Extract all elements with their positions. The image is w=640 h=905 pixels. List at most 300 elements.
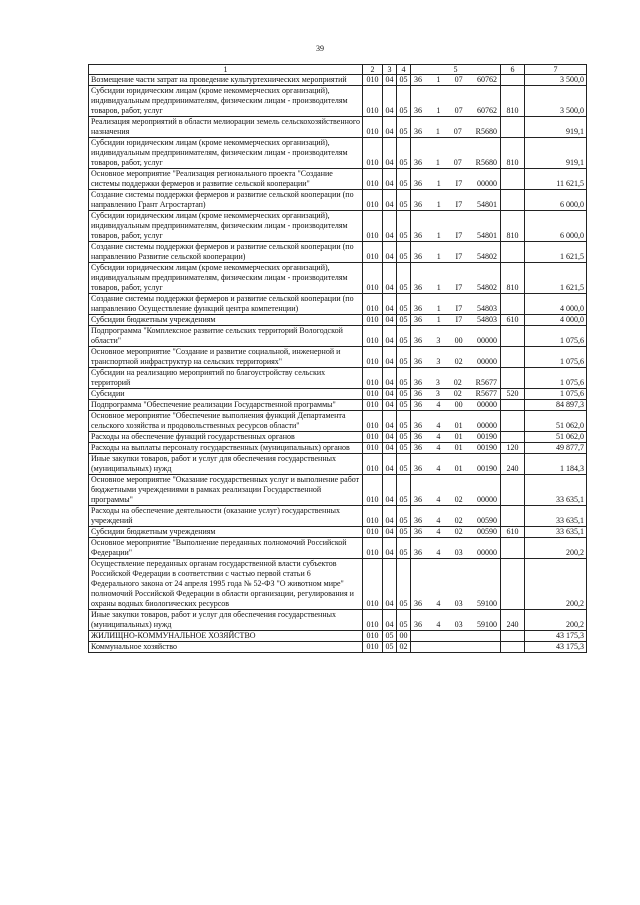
row-target-code-cell [411,527,501,538]
row-code-4-cell: 02 [397,642,411,653]
table-row [89,315,587,326]
row-name-cell: Основное мероприятие "Оказание государственных услуг и выполнение работ бюджетными учреждениями в рамках реализации Государственной программы" [89,475,363,506]
row-target-code-cell [411,294,501,315]
row-code-3-cell: 04 [383,138,397,169]
target-code-part: 4 [436,443,441,452]
row-name-cell: Основное мероприятие "Реализация регионального проекта "Создание системы поддержки фермеров и развитие сельской кооперации" [89,169,363,190]
row-name-cell: Основное мероприятие "Обеспечение выполнения функций Департамента сельского хозяйства и продовольственных ресурсов области" [89,411,363,432]
table-row [89,559,587,610]
target-code-part: 1 [436,252,441,261]
row-name-cell: Иные закупки товаров, работ и услуг для обеспечения государственных (муниципальных) нужд [89,454,363,475]
target-code-part: 54803 [476,304,497,313]
row-amount-cell: 1 621,5 [525,263,587,294]
row-code-3-cell: 04 [383,75,397,86]
row-amount-cell: 1 075,6 [525,326,587,347]
row-code-3-cell: 04 [383,610,397,631]
row-name-cell: Расходы на выплаты персоналу государственных (муниципальных) органов [89,443,363,454]
row-amount-cell: 1 184,3 [525,454,587,475]
table-row [89,610,587,631]
row-code-2-cell: 010 [363,454,383,475]
target-code-part: 36 [414,389,422,398]
row-code-3-cell: 04 [383,368,397,389]
table-row [89,75,587,86]
target-code-part: 4 [436,548,441,557]
table-row [89,138,587,169]
row-target-code-cell [411,432,501,443]
row-code-6-cell [501,538,525,559]
target-code-part: 07 [454,106,463,115]
table-row [89,527,587,538]
row-code-4-cell: 05 [397,389,411,400]
row-target-code-cell [411,443,501,454]
row-amount-cell: 6 000,0 [525,190,587,211]
row-amount-cell: 4 000,0 [525,294,587,315]
target-code-part: 07 [453,158,462,167]
row-target-code-cell [411,400,501,411]
table-row [89,326,587,347]
row-amount-cell: 84 897,3 [525,400,587,411]
target-code-part: 00 [454,336,463,345]
row-code-2-cell: 010 [363,368,383,389]
target-code-part: 00590 [476,516,497,525]
row-code-2-cell: 010 [363,294,383,315]
target-code-part: 36 [414,443,422,452]
target-code-part: 3 [436,357,441,366]
row-target-code-cell [411,506,501,527]
row-code-3-cell: 04 [383,86,397,117]
target-code-part: 03 [454,599,463,608]
row-amount-cell: 1 075,6 [525,347,587,368]
row-code-2-cell: 010 [363,211,383,242]
target-code-part: 00000 [476,357,497,366]
table-row [89,400,587,411]
row-code-6-cell: 810 [501,138,525,169]
table-row [89,263,587,294]
target-code-part: 1 [436,179,441,188]
row-name-cell: Расходы на обеспечение функций государственных органов [89,432,363,443]
row-target-code-cell [411,475,501,506]
row-code-3-cell: 04 [383,475,397,506]
target-code-part: 4 [436,495,441,504]
row-code-6-cell [501,631,525,642]
row-amount-cell: 3 500,0 [525,86,587,117]
row-code-4-cell: 05 [397,400,411,411]
row-target-code-cell [411,538,501,559]
row-code-4-cell: 05 [397,263,411,294]
table-row [89,117,587,138]
row-name-cell: Основное мероприятие "Выполнение переданных полномочий Российской Федерации" [89,538,363,559]
row-target-code-cell [411,263,501,294]
row-code-6-cell [501,190,525,211]
target-code-part: 54801 [476,231,497,240]
row-code-3-cell: 04 [383,190,397,211]
row-code-4-cell: 05 [397,411,411,432]
target-code-part: 36 [414,252,422,261]
row-code-4-cell: 05 [397,368,411,389]
row-amount-cell: 4 000,0 [525,315,587,326]
column-header: 3 [383,65,397,75]
table-row [89,642,587,653]
target-code-part: 01 [454,432,463,441]
target-code-part: 01 [454,421,463,430]
target-code-part: 1 [436,200,441,209]
row-code-3-cell: 04 [383,389,397,400]
row-name-cell: Субсидии бюджетным учреждениям [89,527,363,538]
target-code-part: 60762 [476,75,497,84]
row-name-cell: Субсидии [89,389,363,400]
row-name-cell: Субсидии юридическим лицам (кроме некоммерческих организаций), индивидуальным предпринимателям, физическим лицам - производителям товаров, работ, услуг [89,138,363,169]
row-code-2-cell: 010 [363,559,383,610]
target-code-part: I7 [455,231,463,240]
target-code-part: I7 [455,200,463,209]
row-code-4-cell: 05 [397,138,411,169]
target-code-part: 36 [414,179,422,188]
row-code-4-cell: 05 [397,117,411,138]
target-code-part: 54802 [476,252,497,261]
target-code-part: 36 [414,158,422,167]
page-number: 39 [316,44,324,53]
row-code-3-cell: 05 [383,631,397,642]
target-code-part: 36 [414,75,422,84]
target-code-part: 4 [436,432,441,441]
target-code-part: 36 [414,527,422,536]
target-code-part: 4 [436,620,441,629]
target-code-part: I7 [455,304,463,313]
target-code-part: 00590 [476,527,497,536]
column-header: 6 [501,65,525,75]
row-name-cell: Осуществление переданных органам государственной власти субъектов Российской Федерации в соответствии с частью первой статьи 6 Федерального закона от 24 апреля 1995 года № 52-ФЗ "О животном мире" полномочий Российской Федерации в области организации, регулирования и охраны водных биологических ресурсов [89,559,363,610]
column-header: 4 [397,65,411,75]
row-amount-cell: 6 000,0 [525,211,587,242]
row-code-4-cell: 05 [397,315,411,326]
target-code-part: 02 [454,516,463,525]
row-name-cell: Иные закупки товаров, работ и услуг для обеспечения государственных (муниципальных) нужд [89,610,363,631]
target-code-part: 54802 [476,283,497,292]
row-code-3-cell: 04 [383,294,397,315]
row-code-2-cell: 010 [363,315,383,326]
target-code-part: 36 [414,231,422,240]
row-code-6-cell: 120 [501,443,525,454]
target-code-part: 02 [453,389,462,398]
row-target-code-cell [411,138,501,169]
target-code-part: 00000 [476,421,497,430]
row-target-code-cell [411,368,501,389]
target-code-part: 36 [414,432,422,441]
row-code-6-cell [501,368,525,389]
row-name-cell: Коммунальное хозяйство [89,642,363,653]
target-code-part: I7 [455,252,463,261]
target-code-part: 4 [436,599,441,608]
row-target-code-cell [411,559,501,610]
row-name-cell: Подпрограмма "Комплексное развитие сельских территорий Вологодской области" [89,326,363,347]
row-code-2-cell: 010 [363,610,383,631]
target-code-part: 02 [453,378,462,387]
row-code-6-cell [501,117,525,138]
row-name-cell: Реализация мероприятий в области мелиорации земель сельскохозяйственного назначения [89,117,363,138]
table-row [89,538,587,559]
row-target-code-cell [411,631,501,642]
row-code-6-cell [501,475,525,506]
target-code-part: 00000 [476,495,497,504]
target-code-part: 59100 [476,599,497,608]
row-code-4-cell: 05 [397,347,411,368]
target-code-part: 36 [414,106,422,115]
row-code-3-cell: 04 [383,443,397,454]
row-code-3-cell: 04 [383,169,397,190]
row-name-cell: Субсидии юридическим лицам (кроме некоммерческих организаций), индивидуальным предпринимателям, физическим лицам - производителям товаров, работ, услуг [89,86,363,117]
target-code-part: 1 [435,158,440,167]
target-code-part: 36 [414,548,422,557]
row-name-cell: Расходы на обеспечение деятельности (оказание услуг) государственных учреждений [89,506,363,527]
row-code-4-cell: 05 [397,169,411,190]
column-header: 1 [89,65,363,75]
target-code-part: 1 [436,315,441,324]
table-body [89,75,587,653]
target-code-part: 01 [454,443,463,452]
row-code-6-cell: 240 [501,610,525,631]
target-code-part: R5677 [475,389,497,398]
row-code-4-cell: 05 [397,443,411,454]
row-amount-cell: 33 635,1 [525,506,587,527]
target-code-part: 36 [414,336,422,345]
target-code-part: 00 [454,400,463,409]
target-code-part: 00000 [476,179,497,188]
target-code-part: 36 [414,127,422,136]
row-code-4-cell: 05 [397,454,411,475]
target-code-part: 03 [454,548,463,557]
row-code-3-cell: 04 [383,411,397,432]
row-code-4-cell: 05 [397,475,411,506]
row-name-cell: Подпрограмма "Обеспечение реализации Государственной программы" [89,400,363,411]
target-code-part: 02 [454,357,463,366]
row-code-2-cell: 010 [363,389,383,400]
row-code-2-cell: 010 [363,75,383,86]
row-code-3-cell: 04 [383,326,397,347]
row-code-2-cell: 010 [363,326,383,347]
target-code-part: 07 [454,75,463,84]
table-row [89,211,587,242]
target-code-part: 02 [454,527,463,536]
table-row [89,631,587,642]
row-amount-cell: 51 062,0 [525,432,587,443]
column-header: 5 [411,65,501,75]
row-target-code-cell [411,190,501,211]
table-row [89,86,587,117]
row-amount-cell: 33 635,1 [525,475,587,506]
target-code-part: 1 [436,106,441,115]
row-amount-cell: 1 075,6 [525,389,587,400]
row-name-cell: Субсидии на реализацию мероприятий по благоустройству сельских территорий [89,368,363,389]
row-code-2-cell: 010 [363,475,383,506]
row-code-6-cell: 610 [501,527,525,538]
row-code-6-cell: 610 [501,315,525,326]
row-code-4-cell: 00 [397,631,411,642]
target-code-part: R5677 [475,378,497,387]
row-amount-cell: 51 062,0 [525,411,587,432]
row-name-cell: Субсидии юридическим лицам (кроме некоммерческих организаций), индивидуальным предпринимателям, физическим лицам - производителям товаров, работ, услуг [89,211,363,242]
row-code-2-cell: 010 [363,432,383,443]
table-row [89,506,587,527]
row-code-6-cell [501,347,525,368]
column-header: 7 [525,65,587,75]
table-header-row [89,65,587,75]
table-row [89,454,587,475]
row-target-code-cell [411,242,501,263]
row-code-6-cell: 240 [501,454,525,475]
row-code-6-cell [501,411,525,432]
row-amount-cell: 919,1 [525,138,587,169]
row-code-6-cell [501,432,525,443]
row-target-code-cell [411,86,501,117]
target-code-part: 36 [414,283,422,292]
row-code-6-cell [501,642,525,653]
row-code-2-cell: 010 [363,347,383,368]
target-code-part: 36 [414,400,422,409]
row-code-2-cell: 010 [363,400,383,411]
row-code-4-cell: 05 [397,610,411,631]
row-code-4-cell: 05 [397,326,411,347]
table-row [89,368,587,389]
row-code-4-cell: 05 [397,559,411,610]
row-name-cell: Создание системы поддержки фермеров и развитие сельской кооперации (по направлению Грант Агростартап) [89,190,363,211]
budget-table [88,64,587,653]
row-code-3-cell: 04 [383,432,397,443]
target-code-part: I7 [455,179,463,188]
row-amount-cell: 1 621,5 [525,242,587,263]
row-code-2-cell: 010 [363,117,383,138]
row-code-4-cell: 05 [397,538,411,559]
target-code-part: 36 [414,421,422,430]
row-code-6-cell: 520 [501,389,525,400]
row-target-code-cell [411,315,501,326]
target-code-part: 36 [414,620,422,629]
row-code-3-cell: 04 [383,506,397,527]
row-code-2-cell: 010 [363,642,383,653]
row-amount-cell: 11 621,5 [525,169,587,190]
row-code-2-cell: 010 [363,411,383,432]
row-code-4-cell: 05 [397,75,411,86]
target-code-part: 4 [436,400,441,409]
row-code-4-cell: 05 [397,211,411,242]
row-amount-cell: 3 500,0 [525,75,587,86]
row-code-6-cell [501,326,525,347]
target-code-part: I7 [455,315,463,324]
table-row [89,169,587,190]
row-amount-cell: 919,1 [525,117,587,138]
target-code-part: 3 [435,389,440,398]
row-name-cell: ЖИЛИЩНО-КОММУНАЛЬНОЕ ХОЗЯЙСТВО [89,631,363,642]
row-amount-cell: 200,2 [525,610,587,631]
target-code-part: 36 [414,357,422,366]
row-target-code-cell [411,211,501,242]
row-code-3-cell: 04 [383,347,397,368]
row-code-3-cell: 04 [383,538,397,559]
row-name-cell: Субсидии бюджетным учреждениям [89,315,363,326]
table-row [89,389,587,400]
row-target-code-cell [411,642,501,653]
row-target-code-cell [411,347,501,368]
target-code-part: 4 [436,527,441,536]
row-target-code-cell [411,389,501,400]
row-code-2-cell: 010 [363,242,383,263]
target-code-part: 4 [436,516,441,525]
row-code-6-cell [501,294,525,315]
target-code-part: 36 [414,304,422,313]
column-header: 2 [363,65,383,75]
row-target-code-cell [411,117,501,138]
target-code-part: 36 [414,315,422,324]
row-code-3-cell: 04 [383,315,397,326]
target-code-part: 02 [454,495,463,504]
target-code-part: 00190 [476,464,497,473]
row-target-code-cell [411,326,501,347]
row-code-6-cell: 810 [501,263,525,294]
row-code-4-cell: 05 [397,190,411,211]
row-code-4-cell: 05 [397,432,411,443]
target-code-part: 00000 [476,548,497,557]
table-row [89,432,587,443]
row-code-3-cell: 04 [383,559,397,610]
target-code-part: 1 [436,231,441,240]
target-code-part: 07 [453,127,462,136]
row-target-code-cell [411,610,501,631]
target-code-part: 3 [436,336,441,345]
target-code-part: 54803 [476,315,497,324]
target-code-part: 1 [436,283,441,292]
row-code-6-cell [501,169,525,190]
row-code-3-cell: 04 [383,263,397,294]
target-code-part: 36 [414,599,422,608]
row-code-2-cell: 010 [363,86,383,117]
row-target-code-cell [411,169,501,190]
row-target-code-cell [411,75,501,86]
row-name-cell: Возмещение части затрат на проведение культуртехнических мероприятий [89,75,363,86]
table-row [89,443,587,454]
row-code-2-cell: 010 [363,527,383,538]
target-code-part: 1 [436,304,441,313]
row-name-cell: Субсидии юридическим лицам (кроме некоммерческих организаций), индивидуальным предпринимателям, физическим лицам - производителям товаров, работ, услуг [89,263,363,294]
row-amount-cell: 43 175,3 [525,642,587,653]
row-target-code-cell [411,411,501,432]
row-code-2-cell: 010 [363,138,383,169]
row-code-3-cell: 04 [383,527,397,538]
row-code-2-cell: 010 [363,538,383,559]
target-code-part: 3 [435,378,440,387]
row-code-2-cell: 010 [363,169,383,190]
target-code-part: 00190 [476,443,497,452]
target-code-part: 1 [436,75,441,84]
row-target-code-cell [411,454,501,475]
target-code-part: 59100 [476,620,497,629]
row-code-6-cell: 810 [501,86,525,117]
target-code-part: 00000 [476,400,497,409]
row-amount-cell: 49 877,7 [525,443,587,454]
target-code-part: 01 [454,464,463,473]
table-row [89,347,587,368]
target-code-part: 03 [454,620,463,629]
row-amount-cell: 200,2 [525,538,587,559]
row-code-2-cell: 010 [363,631,383,642]
row-code-4-cell: 05 [397,294,411,315]
row-code-6-cell [501,506,525,527]
row-name-cell: Создание системы поддержки фермеров и развитие сельской кооперации (по направлению Осуществление функций центра компетенции) [89,294,363,315]
target-code-part: R5680 [475,127,497,136]
row-code-3-cell: 04 [383,454,397,475]
target-code-part: I7 [455,283,463,292]
target-code-part: 54801 [476,200,497,209]
row-code-2-cell: 010 [363,443,383,454]
row-code-3-cell: 04 [383,117,397,138]
